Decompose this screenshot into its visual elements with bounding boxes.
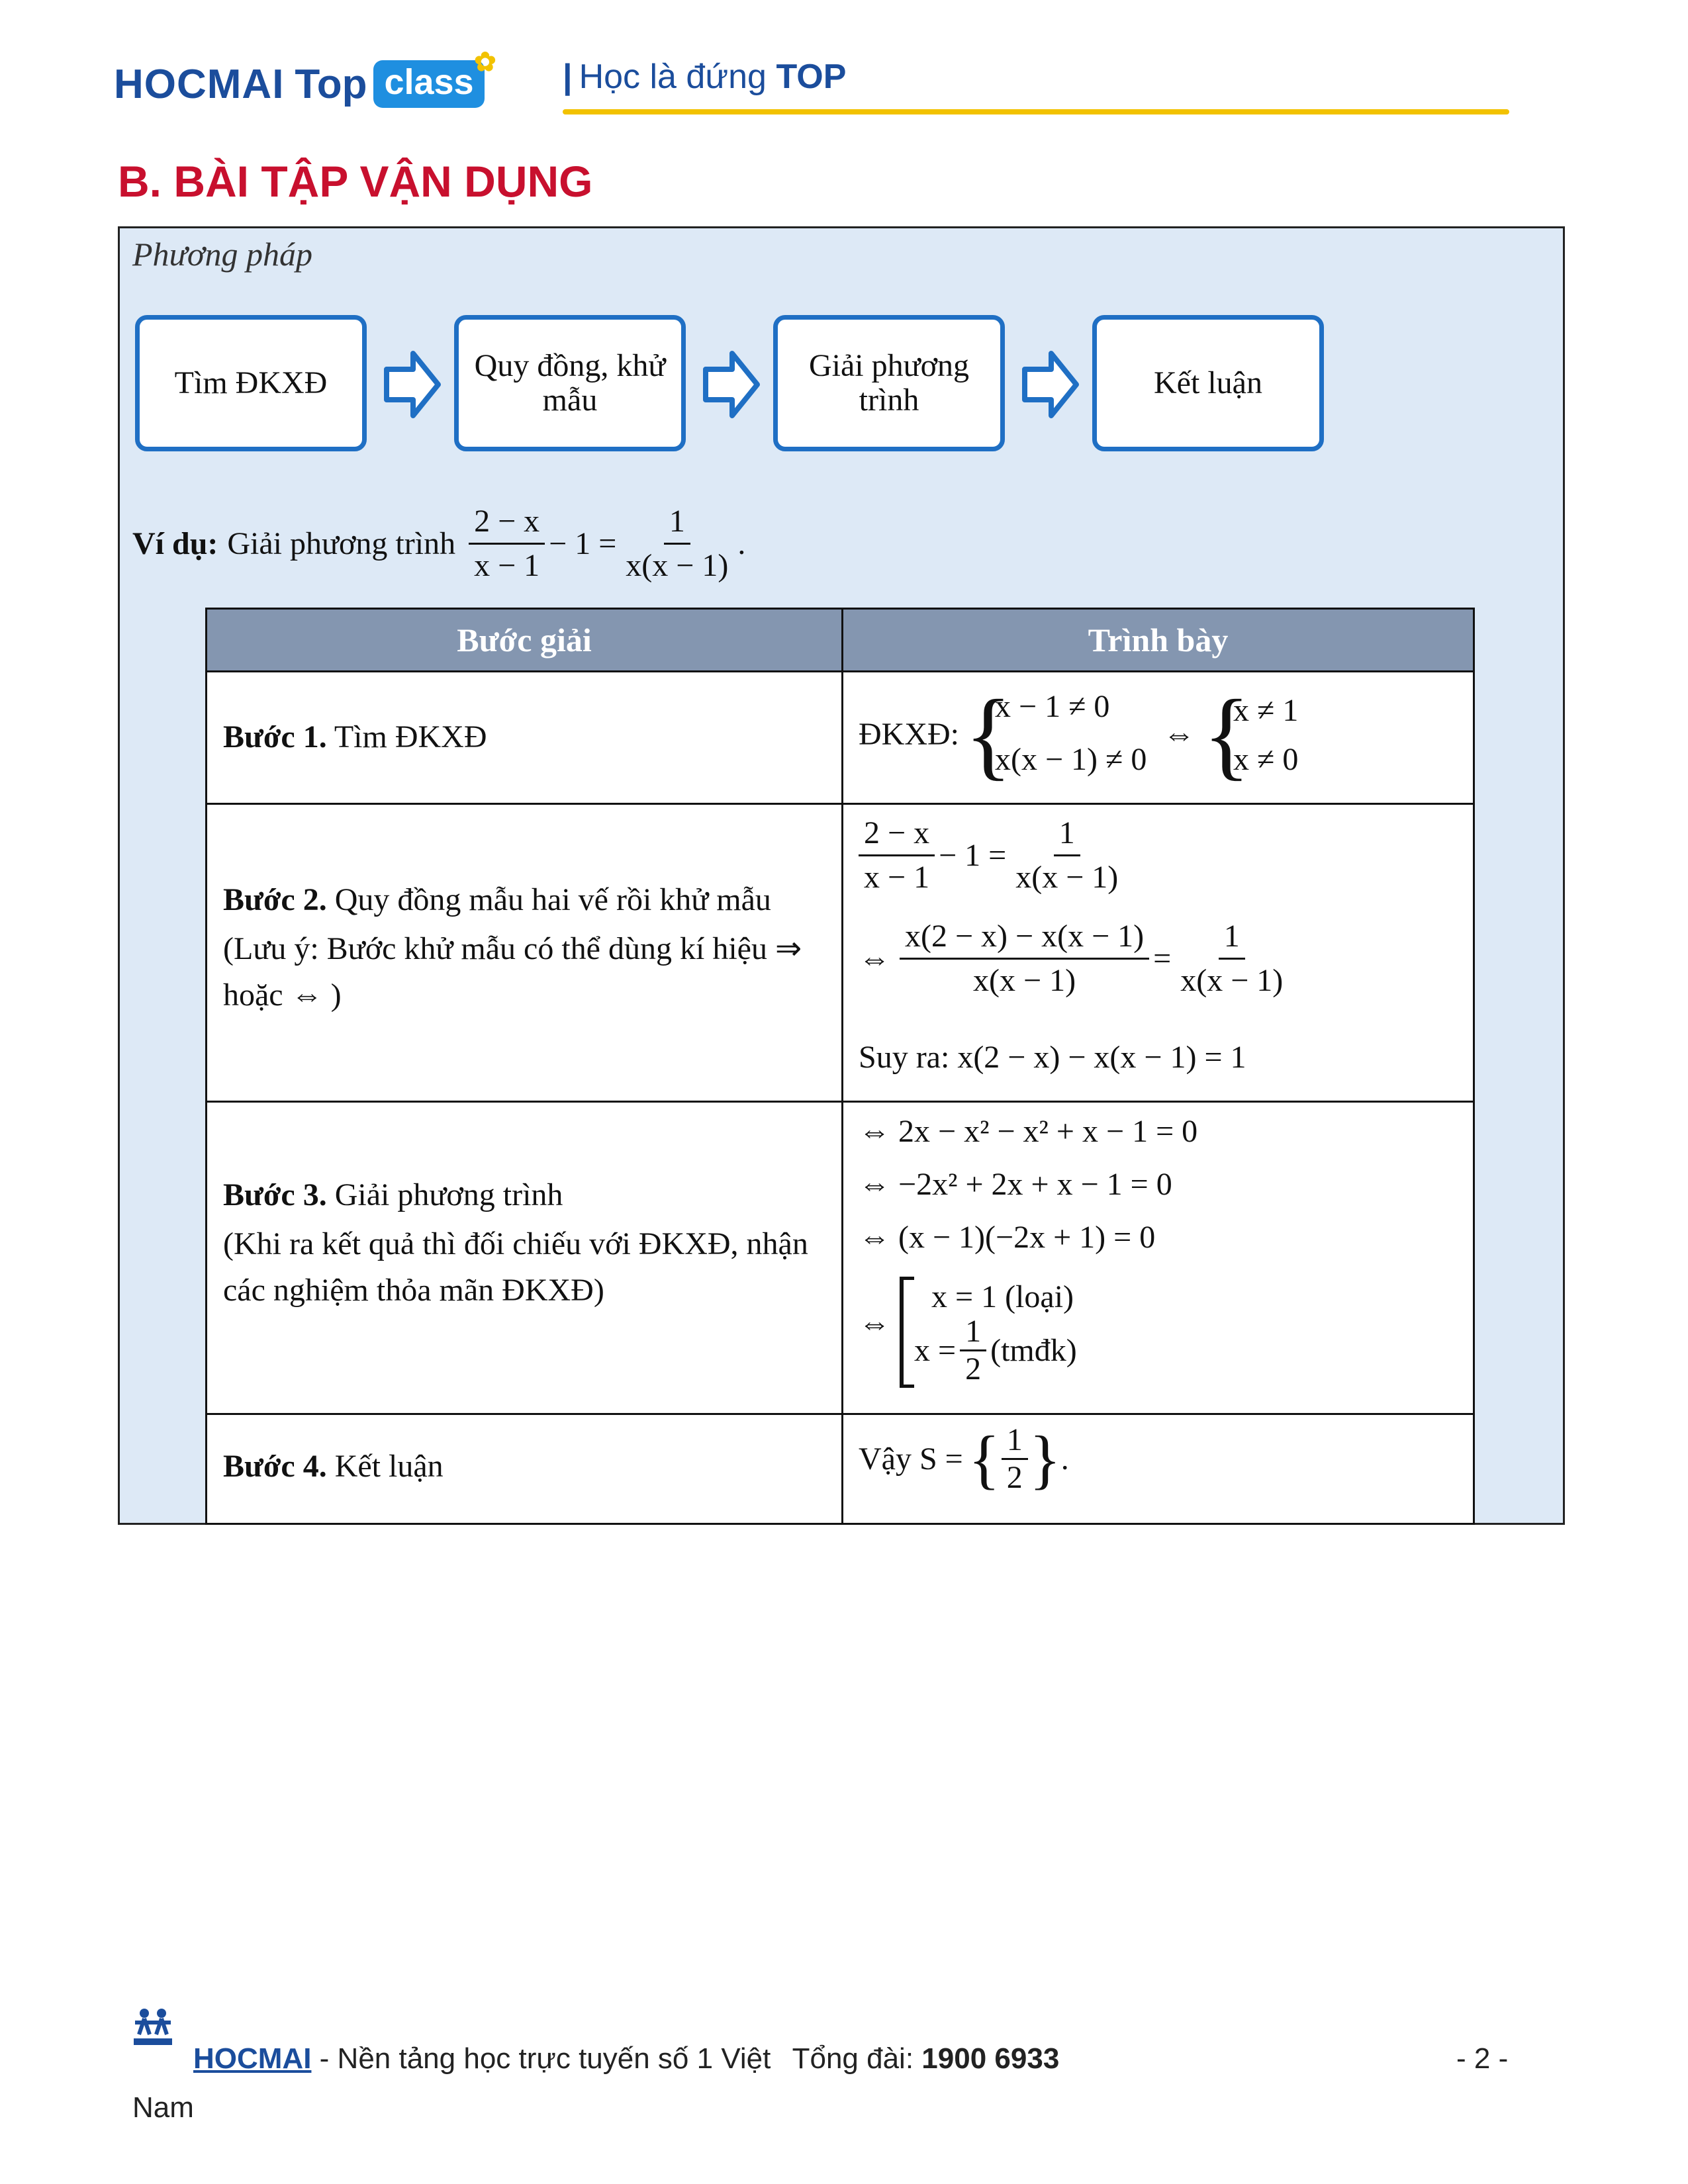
eq2-rhs-den: x(x − 1)	[1180, 963, 1284, 998]
eq2-rhs-fraction	[1175, 918, 1288, 999]
step-2-bold: Bước 2.	[223, 882, 327, 917]
solution-2-prefix: x =	[914, 1332, 957, 1368]
conclusion-end: .	[1060, 1441, 1069, 1477]
eq1-lhs-num: 2 − x	[859, 815, 935, 856]
left-brace: {	[964, 680, 1012, 790]
eq1-lhs-fraction	[859, 815, 935, 896]
step-2-text: Quy đồng mẫu hai vế rồi khử mẫu	[334, 882, 771, 917]
step-box-3-label: Giải phương trình	[808, 348, 970, 418]
footer	[132, 2042, 1059, 2075]
system2-line1: x ≠ 1	[1233, 693, 1299, 728]
row-divider	[207, 670, 1473, 672]
table-header-presentation: Trình bày	[843, 610, 1473, 670]
footer-line-2: Nam	[132, 2091, 194, 2124]
logo-brand: HOCMAI	[114, 61, 285, 107]
footer-text: - Nền tảng học trực tuyến số 1 Việt	[319, 2042, 771, 2075]
solve-equiv: ⇔	[859, 1306, 890, 1341]
step-box-2	[454, 315, 686, 451]
solve-line-3: ⇔ (x − 1)(−2x + 1) = 0	[859, 1220, 1156, 1255]
step-box-4-label: Kết luận	[1154, 365, 1262, 400]
table-header-steps: Bước giải	[207, 610, 841, 670]
solution-2	[914, 1316, 1077, 1385]
step-3-bold: Bước 3.	[223, 1177, 327, 1212]
step-box-1	[135, 315, 367, 451]
column-divider	[841, 610, 843, 1523]
table-row-4-presentation	[859, 1422, 1069, 1496]
system1-line2: x(x − 1) ≠ 0	[995, 742, 1147, 777]
arrow-right-icon	[383, 348, 442, 421]
example-minus-one: − 1 =	[549, 526, 617, 561]
method-label: Phương pháp	[132, 236, 312, 273]
header-underline	[563, 109, 1509, 114]
equation-1	[859, 815, 1127, 896]
dkxd-prefix: ĐKXĐ:	[859, 717, 959, 752]
example-lhs-den: x − 1	[474, 548, 540, 583]
step-4-bold: Bước 4.	[223, 1449, 327, 1484]
step-2-note: (Lưu ý: Bước khử mẫu có thể dùng kí hiệu ⇒ hoặc ⇔ )	[223, 931, 802, 1013]
example-rhs-den: x(x − 1)	[626, 548, 729, 583]
step-1-text: Tìm ĐKXĐ	[334, 719, 487, 754]
star-icon: ✿	[474, 48, 496, 77]
conclusion-fraction	[1002, 1422, 1028, 1495]
footer-brand-link[interactable]: HOCMAI	[193, 2042, 312, 2075]
step-1-bold: Bước 1.	[223, 719, 327, 754]
step-box-4	[1092, 315, 1324, 451]
right-brace: }	[1029, 1422, 1061, 1496]
table-row-2-step	[223, 877, 819, 1019]
eq1-rhs-num: 1	[1054, 815, 1080, 856]
equation-2	[859, 918, 1292, 999]
hotline-number: 1900 6933	[921, 2042, 1060, 2075]
page-number: - 2 -	[1456, 2042, 1509, 2075]
row-divider	[207, 803, 1473, 805]
conclusion-den: 2	[1006, 1460, 1023, 1495]
solution-2-fraction	[960, 1316, 986, 1385]
system1-line1: x − 1 ≠ 0	[995, 689, 1110, 724]
equation-3: Suy ra: x(2 − x) − x(x − 1) = 1	[859, 1040, 1246, 1075]
solution-2-den: 2	[965, 1351, 982, 1387]
eq2-lhs-fraction	[900, 918, 1149, 999]
example-lhs-fraction	[469, 503, 545, 584]
logo-class-text: class	[384, 62, 474, 102]
eq1-rhs-den: x(x − 1)	[1015, 860, 1119, 895]
eq2-lhs-den: x(x − 1)	[973, 963, 1076, 998]
table-row-4-step	[223, 1443, 444, 1490]
eq1-lhs-den: x − 1	[864, 860, 930, 895]
left-brace: {	[968, 1422, 1000, 1496]
tagline-prefix: Học là đứng	[579, 58, 767, 96]
solution-table	[205, 608, 1475, 1525]
equiv-symbol: ⇔	[1163, 717, 1195, 752]
tagline	[563, 57, 846, 97]
conclusion-prefix: Vậy S =	[859, 1441, 963, 1477]
step-3-note: (Khi ra kết quả thì đối chiếu với ĐKXĐ, nhận các nghiệm thỏa mãn ĐKXĐ)	[223, 1226, 808, 1308]
step-box-1-label: Tìm ĐKXĐ	[174, 365, 328, 400]
eq1-mid: − 1 =	[939, 837, 1007, 873]
bracket-bar	[900, 1277, 904, 1388]
row-divider	[207, 1413, 1473, 1415]
solve-line-1: ⇔ 2x − x² − x² + x − 1 = 0	[859, 1114, 1198, 1149]
section-title: B. BÀI TẬP VẬN DỤNG	[118, 157, 593, 206]
eq2-rhs-num: 1	[1219, 918, 1245, 960]
table-row-2-presentation	[859, 808, 1461, 1093]
table-row-3-presentation	[859, 1107, 1461, 1405]
logo-class	[373, 48, 496, 108]
example-lhs-num: 2 − x	[469, 503, 545, 545]
arrow-right-icon	[702, 348, 761, 421]
logo-top: Top	[295, 61, 367, 107]
example-rhs-fraction	[620, 503, 733, 584]
divider-bar: |	[563, 58, 573, 96]
left-brace: {	[1203, 680, 1250, 790]
solution-2-suffix: (tmđk)	[990, 1332, 1077, 1368]
step-box-3	[773, 315, 1005, 451]
solve-line-2: ⇔ −2x² + 2x + x − 1 = 0	[859, 1167, 1172, 1202]
hocmai-topclass-logo	[114, 48, 496, 114]
row-divider	[207, 1101, 1473, 1103]
eq2-eq: =	[1153, 940, 1172, 976]
table-row-3-step	[223, 1172, 825, 1314]
conclusion-num: 1	[1002, 1425, 1028, 1460]
solution-2-num: 1	[960, 1316, 986, 1351]
table-row-1-step	[223, 714, 487, 760]
eq1-rhs-fraction	[1010, 815, 1123, 896]
step-4-text: Kết luận	[334, 1449, 444, 1484]
eq2-equiv: ⇔	[859, 940, 890, 976]
step-3-text: Giải phương trình	[334, 1177, 563, 1212]
example-end: .	[737, 526, 746, 561]
bracket-top	[900, 1277, 914, 1280]
example-line	[132, 503, 745, 584]
example-text: Giải phương trình	[227, 526, 456, 561]
system2-line2: x ≠ 0	[1233, 742, 1299, 777]
step-box-2-label: Quy đồng, khử mẫu	[474, 348, 666, 418]
solution-1: x = 1 (loại)	[931, 1279, 1074, 1314]
eq2-lhs-num: x(2 − x) − x(x − 1)	[900, 918, 1149, 960]
bracket-bottom	[900, 1385, 914, 1388]
example-rhs-num: 1	[664, 503, 690, 545]
tagline-emph: TOP	[776, 58, 847, 96]
table-row-1-presentation	[859, 681, 1454, 794]
example-label: Ví dụ:	[132, 526, 218, 561]
hotline-label: Tổng đài:	[792, 2042, 914, 2075]
arrow-right-icon	[1021, 348, 1080, 421]
